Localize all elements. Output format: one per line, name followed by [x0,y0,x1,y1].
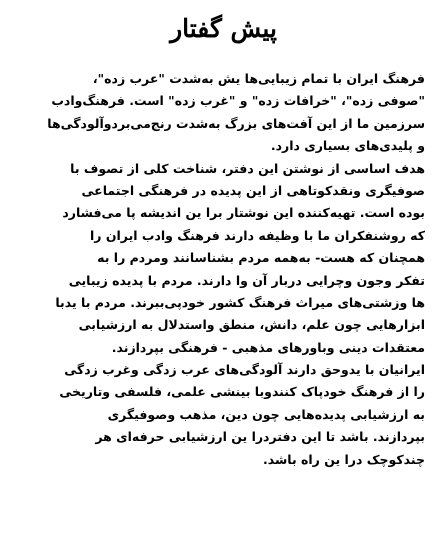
text-line: "صوفی زده"، "خرافات زده" و "غرب زده" است. فرهنگ‌وادب [51,93,425,109]
text-line: ها وزشتی‌های میراث فرهنگ کشور خودپی‌ببرند. مردم با یدبا [55,294,425,310]
text-line: را از فرهنگ خودپاک کنندوبا بینشی علمی، فلسفی وتاریخی [59,384,425,400]
text-line: تفکر وجون وچرایی دربار آن وا دارند. مردم با پدیده زیبایی‌ [68,272,425,288]
text-line: فرهنگ ایران با تمام زیبایی‌ها یش به‌شدت "عرب زده"، [92,71,425,86]
text-line: بوده است. تهیه‌کننده این نوشتار برا ین اندیشه پا می‌فشارد [62,205,425,221]
text-line: که روشنفکران ما با وظیفه دارند فرهنگ وادب ایران را [90,227,425,243]
text-line: هدف اساسی از نوشتن این دفتر، شناخت کلی از تصوف با [70,160,425,176]
page-title: پیش گفتار [170,14,277,43]
text-line: ایرانیان با یدوحق دارند آلودگی‌های عرب زدگی وغرب زدگی [64,362,425,378]
text-line: به ارزشیابی پدیده‌هایی چون دین، مذهب وصوفیگری [107,406,425,422]
text-line: سرزمین ما از این آفت‌های بزرگ به‌شدت رنج‌می‌بردوآلودگی‌ها [47,115,425,131]
text-line: صوفیگری ونقدکوتاهی از این پدیده در فرهنگی اجتماعی [81,182,425,198]
text-line: معتقدات دینی وباورهای مذهبی - فرهنگی بپردازند. [111,339,425,355]
text-line: چندکوچک درا ین راه باشد. [263,451,425,467]
body-text [25,68,425,471]
text-line: همچنان که هست- به‌همه مردم بشناسانند ومردم را به [97,250,425,266]
text-line: ابزارهایی چون علم، دانش، منطق واستدلال به ارزشیابی [78,317,425,333]
text-line: و پلیدی‌های بسیاری دارد. [270,138,425,154]
text-line: بپردازند. باشد تا این دفتردرا ین ارزشیابی حرفه‌ای هر [95,429,425,445]
